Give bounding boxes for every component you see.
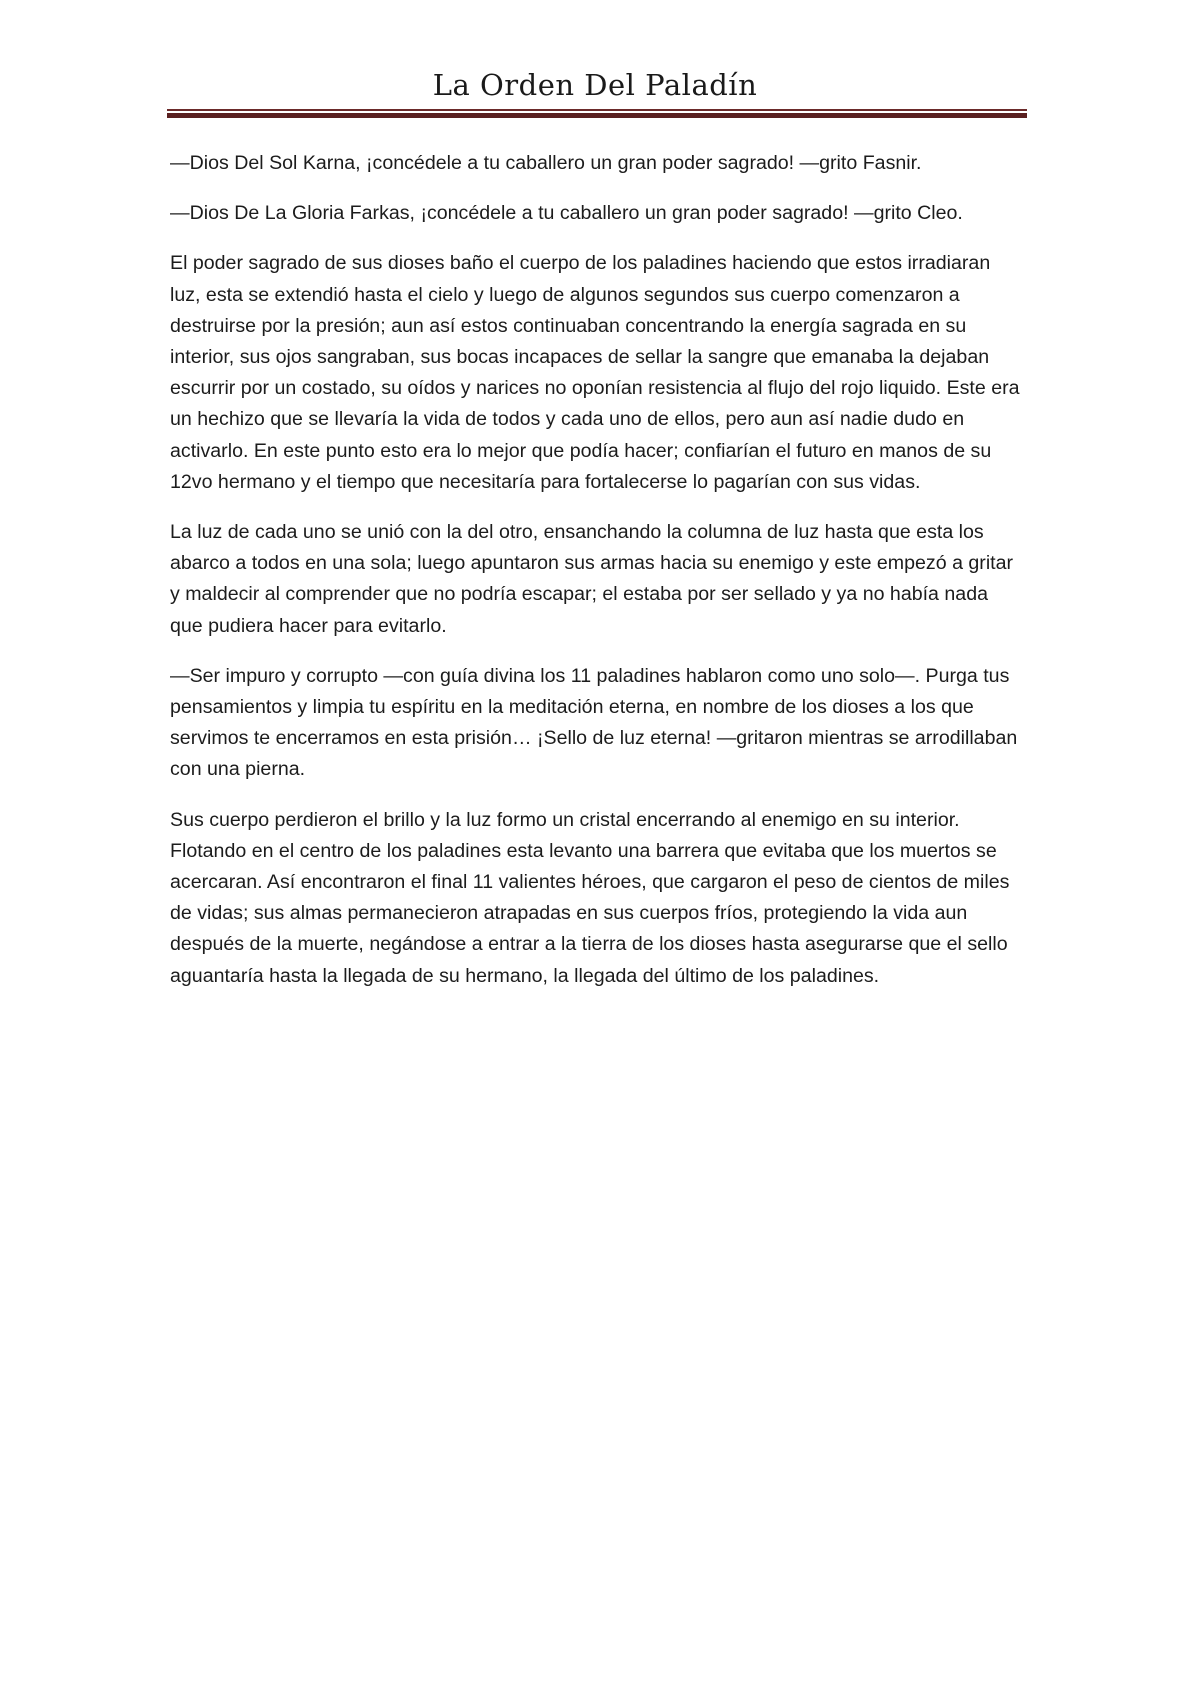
paragraph: —Dios Del Sol Karna, ¡concédele a tu caballero un gran poder sagrado! —grito Fasnir. xyxy=(170,152,922,174)
paragraph: El poder sagrado de sus dioses baño el cuerpo de los paladines haciendo que estos irradiaran luz, esta se extendió hasta el cielo y luego de algunos segundos sus cuerpo comenzaron a destruirse por la presión; aun así estos continuaban concentrando la energía sagrada en su interior, sus ojos sangraban, sus bocas incapaces de sellar la sangre que emanaba la dejaban escurrir por un costado, su oídos y narices no oponían resistencia al flujo del rojo liquido. Este era un hechizo que se llevaría la vida de todos y cada uno de ellos, pero aun así nadie dudo en activarlo. En este punto esto era lo mejor que podía hacer; confiarían el futuro en manos de su 12vo hermano y el tiempo que necesitaría para fortalecerse lo pagarían con sus vidas. xyxy=(170,252,1020,493)
header-divider-thin-line xyxy=(167,109,1027,111)
header-divider-thick-line xyxy=(167,113,1027,118)
paragraph: Sus cuerpo perdieron el brillo y la luz formo un cristal encerrando al enemigo en su interior. Flotando en el centro de los paladines esta levanto una barrera que evitaba que los muertos se acercaran. Así encontraron el final 11 valientes héroes, que cargaron el peso de cientos de miles de vidas; sus almas permanecieron atrapadas en sus cuerpos fríos, protegiendo la vida aun después de la muerte, negándose a entrar a la tierra de los dioses hasta asegurarse que el sello aguantaría hasta la llegada de su hermano, la llegada del último de los paladines. xyxy=(170,808,1010,987)
paragraph: La luz de cada uno se unió con la del otro, ensanchando la columna de luz hasta que esta los abarco a todos en una sola; luego apuntaron sus armas hacia su enemigo y este empezó a gritar y maldecir al comprender que no podría escapar; el estaba por ser sellado y ya no había nada que pudiera hacer para evitarlo. xyxy=(170,521,1014,637)
body-text xyxy=(170,148,1025,1011)
paragraph: —Ser impuro y corrupto —con guía divina los 11 paladines hablaron como uno solo—. Purga tus pensamientos y limpia tu espíritu en la meditación eterna, en nombre de los dioses a los que servimos te encerramos en esta prisión… ¡Sello de luz eterna! —gritaron mientras se arrodillaban con una pierna. xyxy=(170,664,1018,781)
page-header-title: La Orden Del Paladín xyxy=(432,68,758,102)
header-divider xyxy=(167,109,1027,119)
paragraph: —Dios De La Gloria Farkas, ¡concédele a tu caballero un gran poder sagrado! —grito Cleo. xyxy=(170,202,963,225)
